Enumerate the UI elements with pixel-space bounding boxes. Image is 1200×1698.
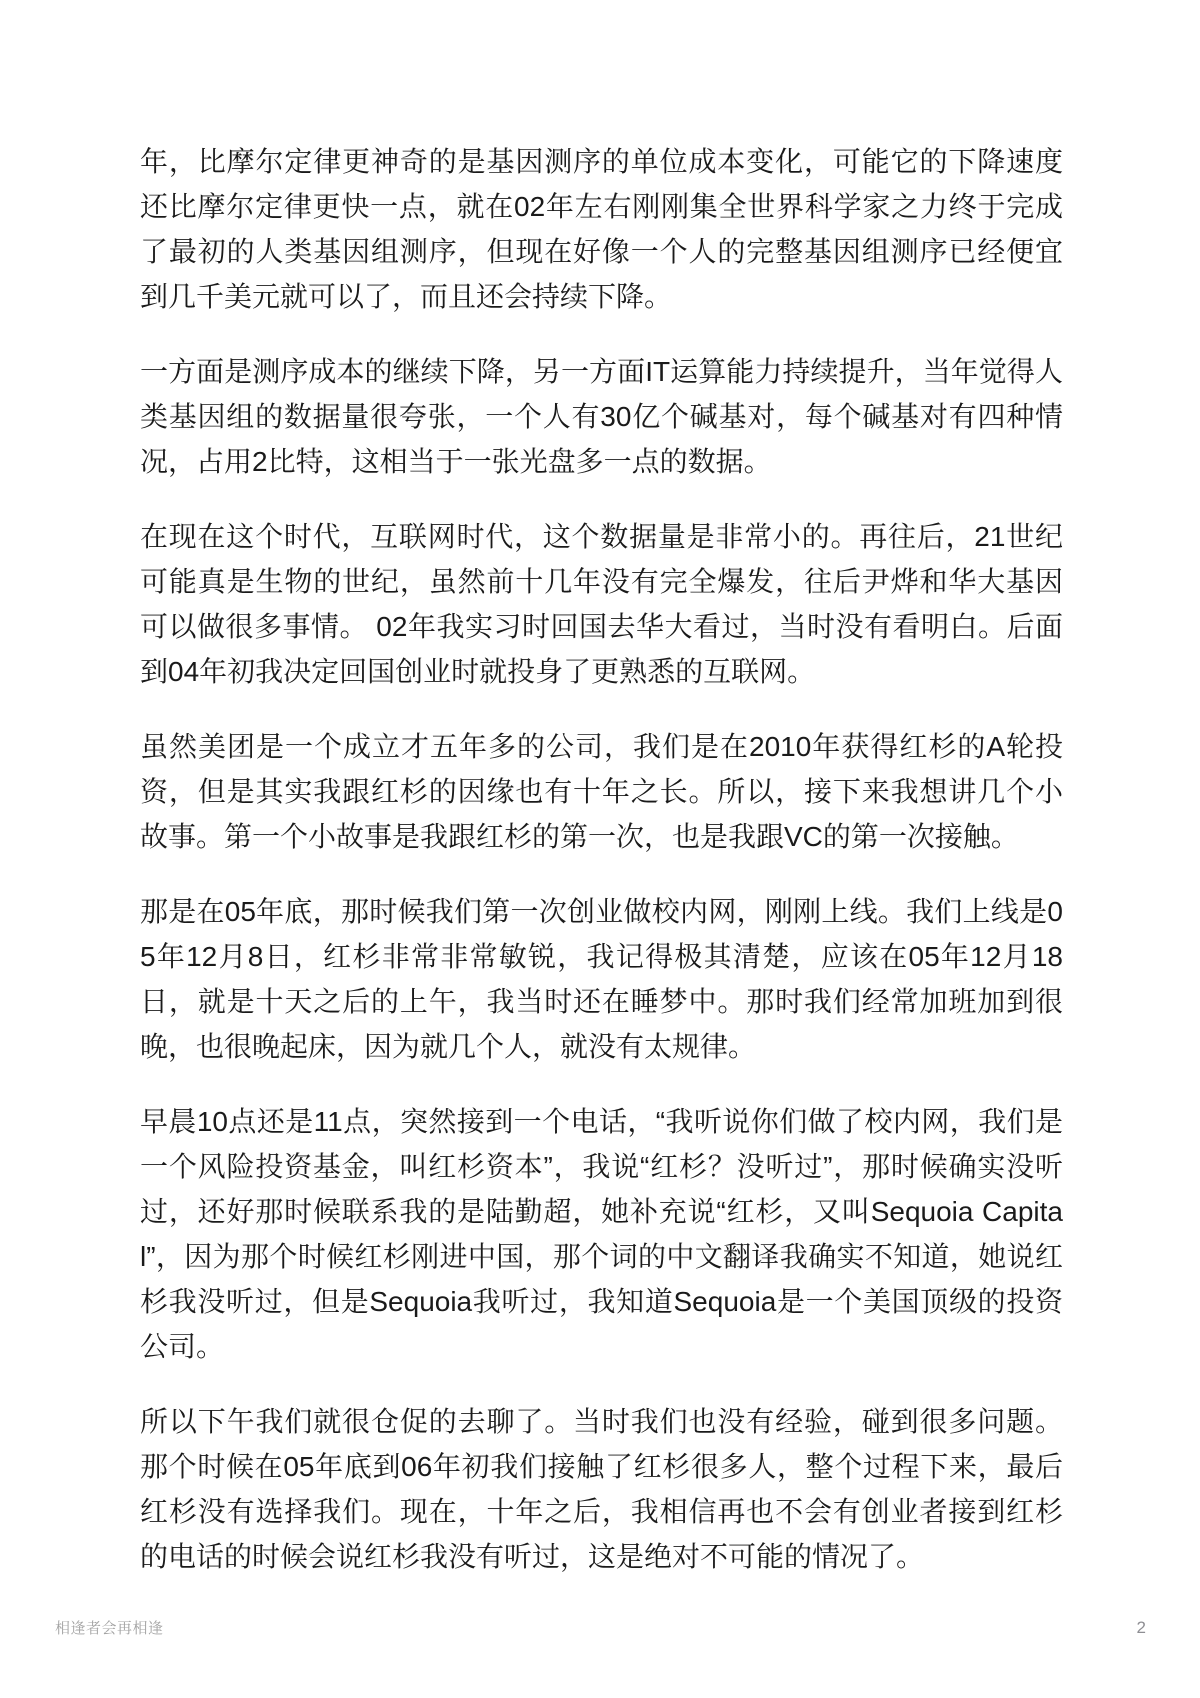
body-paragraph: 在现在这个时代，互联网时代，这个数据量是非常小的。再往后，21世纪可能真是生物的世纪，虽然前十几年没有完全爆发，往后尹烨和华大基因可以做很多事情。 02年我实习时回国去华大看过，当时没有看明白。后面到04年初我决定回国创业时就投身了更熟悉的互联网。: [140, 521, 1063, 687]
body-paragraph: 虽然美团是一个成立才五年多的公司，我们是在2010年获得红杉的A轮投资，但是其实我跟红杉的因缘也有十年之长。所以，接下来我想讲几个小故事。第一个小故事是我跟红杉的第一次，也是我跟VC的第一次接触。: [140, 731, 1063, 852]
page-number: 2: [1136, 1618, 1146, 1637]
footer-book-title: 相逢者会再相逢: [55, 1620, 164, 1637]
body-paragraph: 早晨10点还是11点，突然接到一个电话，“我听说你们做了校内网，我们是一个风险投资基金，叫红杉资本”，我说“红杉？没听过”，那时候确实没听过，还好那时候联系我的是陆勤超，她补充说“红杉，又叫Sequoia Capital”，因为那个时候红杉刚进中国，那个词的中文翻译我确实不知道，她说红杉我没听过，但是Sequoia我听过，我知道Sequoia是一个美国顶级的投资公司。: [140, 1106, 1063, 1362]
article-body: [140, 139, 1063, 1609]
body-paragraph: 年，比摩尔定律更神奇的是基因测序的单位成本变化，可能它的下降速度还比摩尔定律更快一点，就在02年左右刚刚集全世界科学家之力终于完成了最初的人类基因组测序，但现在好像一个人的完整基因组测序已经便宜到几千美元就可以了，而且还会持续下降。: [140, 146, 1063, 312]
body-paragraph: 一方面是测序成本的继续下降，另一方面IT运算能力持续提升，当年觉得人类基因组的数据量很夸张，一个人有30亿个碱基对，每个碱基对有四种情况，占用2比特，这相当于一张光盘多一点的数据。: [140, 356, 1063, 477]
body-paragraph: 所以下午我们就很仓促的去聊了。当时我们也没有经验，碰到很多问题。那个时候在05年底到06年初我们接触了红杉很多人，整个过程下来，最后红杉没有选择我们。现在，十年之后，我相信再也不会有创业者接到红杉的电话的时候会说红杉我没有听过，这是绝对不可能的情况了。: [140, 1406, 1063, 1572]
body-paragraph: 那是在05年底，那时候我们第一次创业做校内网，刚刚上线。我们上线是05年12月8日，红杉非常非常敏锐，我记得极其清楚，应该在05年12月18日，就是十天之后的上午，我当时还在睡梦中。那时我们经常加班加到很晚，也很晚起床，因为就几个人，就没有太规律。: [140, 896, 1063, 1062]
